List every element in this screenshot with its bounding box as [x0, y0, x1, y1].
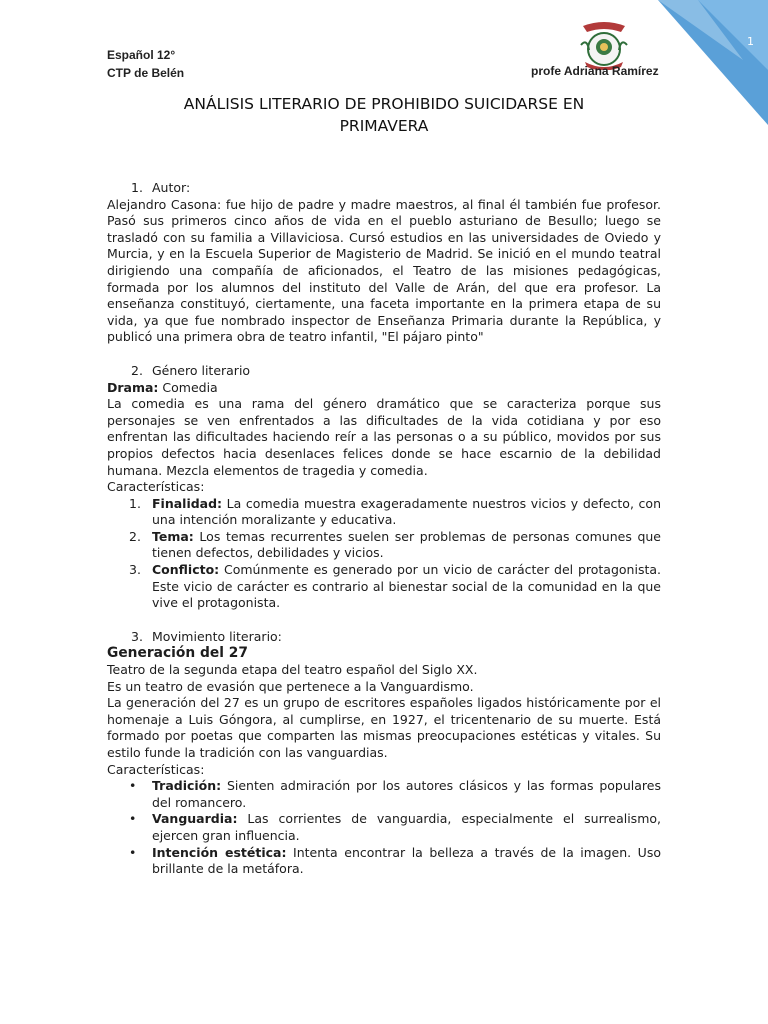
list-item	[107, 845, 661, 878]
list-item-term: Finalidad:	[152, 495, 223, 511]
school-label: CTP de Belén	[107, 66, 185, 80]
comedia-characteristics-list	[107, 496, 661, 612]
bullet-icon: •	[129, 811, 137, 827]
list-item-term: Intención estética:	[152, 844, 287, 860]
list-item	[107, 562, 661, 612]
generacion-paragraph: La generación del 27 es un grupo de escritores españoles ligados históricamente por el homenaje a Luis Góngora, al cumplirse, en 1927, el tricentenario de su muerte. Está formado por poetas que comparten las mismas preocupaciones estéticas y vitales. Su estilo funde la tradición con las vanguardias.	[107, 695, 661, 760]
section-movimiento-heading	[107, 629, 661, 646]
title-line-2: PRIMAVERA	[339, 117, 429, 135]
section-autor-heading	[107, 180, 661, 197]
bullet-icon: •	[129, 844, 137, 860]
section-title: Autor:	[152, 180, 191, 195]
list-item	[107, 496, 661, 529]
drama-line	[107, 380, 661, 397]
page-corner-decoration	[658, 0, 768, 125]
section-title: Género literario	[152, 362, 251, 378]
list-item-term: Conflicto:	[152, 562, 220, 578]
list-item	[107, 811, 661, 844]
list-item-text: Intenta encontrar la belleza a través de la imagen. Uso brillante de la metáfora.	[152, 844, 661, 877]
drama-label: Drama:	[107, 379, 159, 395]
comedia-paragraph: La comedia es una rama del género dramático que se caracteriza porque sus personajes se ven enfrentados a las dificultades de la vida cotidiana y por eso enfrentan las dificultades haciendo reír a las personas o a su público, movidos por sus propios defectos hacia desenlaces felices donde se hace escarnio de la debilidad humana. Mezcla elementos de tragedia y comedia.	[107, 396, 661, 478]
section-title: Movimiento literario:	[152, 628, 282, 644]
autor-paragraph: Alejandro Casona: fue hijo de padre y madre maestros, al final él también fue profesor. Pasó sus primeros cinco años de vida en el pueblo asturiano de Besullo; luego se trasladó con su familia a Villaviciosa. Cursó estudios en las universidades de Oviedo y Murcia, y en la Escuela Superior de Magisterio de Madrid. Se inició en el mundo teatral dirigiendo una compañía de aficionados, el Teatro de las misiones pedagógicas, formada por los alumnos del instituto del Valle de Arán, del que era profesor. La enseñanza constituyó, ciertamente, una faceta importante en la primera etapa de su vida, ya que fue nombrado inspector de Enseñanza Primaria durante la República, y publicó una primera obra de teatro infantil, "El pájaro pinto"	[107, 196, 661, 345]
list-item-text: Comúnmente es generado por un vicio de carácter del protagonista. Este vicio de carácter es contrario al bienestar social de la comunidad en la que vive el protagonista.	[152, 562, 661, 611]
movimiento-line-1: Teatro de la segunda etapa del teatro español del Siglo XX.	[107, 662, 478, 678]
list-item	[107, 529, 661, 562]
school-crest-icon	[577, 20, 631, 70]
teacher-label: profe Adriana Ramírez	[531, 64, 659, 78]
caracteristicas-label: Características:	[107, 479, 205, 495]
section-number: 2.	[131, 362, 143, 378]
list-item-term: Vanguardia:	[152, 811, 238, 827]
list-item-term: Tradición:	[152, 778, 222, 794]
list-marker: 3.	[129, 562, 141, 578]
document-header	[107, 46, 184, 82]
section-number: 3.	[131, 628, 143, 644]
title-line-1: ANÁLISIS LITERARIO DE PROHIBIDO SUICIDARSE EN	[183, 95, 585, 113]
movimiento-line-2: Es un teatro de evasión que pertenece a la Vanguardismo.	[107, 678, 474, 694]
list-item-text: Los temas recurrentes suelen ser problemas de personas comunes que tienen defectos, debilidades y vicios.	[152, 528, 661, 561]
document-body	[107, 180, 661, 878]
document-title	[107, 93, 661, 137]
list-marker: 1.	[129, 495, 141, 511]
list-item	[107, 778, 661, 811]
bullet-icon: •	[129, 778, 137, 794]
section-number: 1.	[131, 180, 143, 195]
list-item-text: Las corrientes de vanguardia, especialmente el surrealismo, ejercen gran influencia.	[152, 811, 661, 843]
caracteristicas-label: Características:	[107, 761, 205, 777]
generacion-characteristics-list	[107, 778, 661, 878]
list-marker: 2.	[129, 528, 141, 544]
list-item-text: Sienten admiración por los autores clásicos y las formas populares del romancero.	[152, 778, 661, 810]
list-item-term: Tema:	[152, 528, 194, 544]
section-genero-heading	[107, 363, 661, 380]
drama-value: Comedia	[158, 379, 218, 395]
page-number: 1	[747, 35, 754, 48]
list-item-text: La comedia muestra exageradamente nuestros vicios y defecto, con una intención moralizante y educativa.	[152, 495, 661, 528]
course-label: Español 12°	[107, 48, 176, 62]
generacion-subtitle: Generación del 27	[107, 645, 248, 662]
